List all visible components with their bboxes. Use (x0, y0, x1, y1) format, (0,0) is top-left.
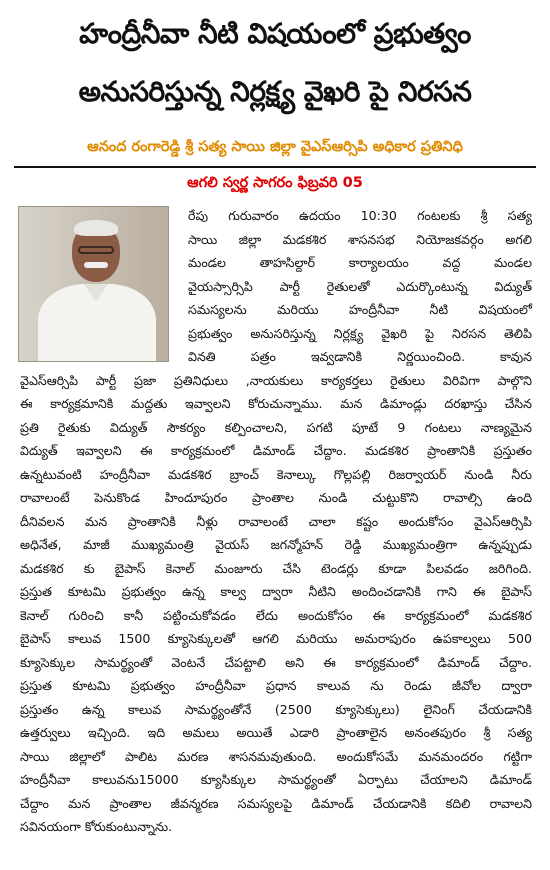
article-line: వైయస్సార్సిపి పార్టీ రైతులతో ఎదుర్కొంటున్న విద్యుత్ (188, 278, 532, 294)
article-line: సవినయంగా కోరుకుంటున్నాను. (20, 819, 173, 834)
article-line: ఉన్నటువంటి హంద్రీనీవా మడకశిర బ్రాంచ్ కెనాల్కు గొల్లపల్లి రిజర్వాయర్ నుండి నీరు (20, 466, 532, 482)
article-line: రావాలంటే పెనుకొండ హిందూపురం ప్రాంతాల నుండి చుట్టుకొని రావాల్సి ఉంది (20, 490, 532, 505)
article-line: వినతి పత్రం ఇవ్వడానికి నిర్ణయించింది. కావున (188, 349, 532, 364)
article-line: బైపాస్ కాలువ 1500 క్యూసెక్కులతో ఆగలి మరియు అమరాపురం ఉపకాల్వలు 500 (20, 631, 532, 646)
divider (14, 166, 536, 168)
article-line: విద్యుత్ ఇవ్వాలని ఈ కార్యక్రమంలో డిమాండ్ చేద్దాం. మడకశిర ప్రాంతానికి ప్రస్తుతం (20, 443, 532, 458)
article-line: సమస్యలను మరియు హంద్రీనీవా నీటి విషయంలో (188, 302, 532, 317)
article-line: వైఎస్ఆర్సిపి పార్టీ ప్రజా ప్రతినిధులు ,నాయకులు కార్యకర్తలు రైతులు విరివిగా పాల్గొని (20, 372, 532, 388)
article-line: ఈ కార్యక్రమానికి మద్దతు ఇవ్వాలని కోరుచున్నాము. మన డిమాండ్లు దరఖాస్తు చేసిన (20, 396, 532, 411)
subheadline: ఆనంద రంగారెడ్డి శ్రీ సత్య సాయి జిల్లా వైఎస్ఆర్సిపి అధికార ప్రతినిధి (87, 139, 463, 155)
article-line: కెనాల్ గురించి కానీ పట్టించుకోవడం లేదు అందుకోసం ఈ కార్యక్రమంలో మడకశిర (20, 607, 532, 623)
article-line: సాయి జిల్లా మడకశిర శాసనసభ నియోజకవర్గం అగలి (188, 231, 532, 247)
article-line: ప్రస్తుత కూటమి ప్రభుత్వం హంద్రీనీవా ప్రధాన కాలువ ను రెండు జీవోల ద్వారా (20, 678, 532, 693)
article-line: ప్రభుత్వం అనుసరిస్తున్న నిర్లక్ష్య వైఖరి పై నిరసన తెలిపి (188, 325, 532, 341)
article-line: ప్రతి రైతుకు విద్యుత్ సౌకర్యం కల్పించాలని, పగటి పూటే 9 గంటలు నాణ్యమైన (20, 419, 532, 435)
article-line: హంద్రీనీవా కాలువను15000 క్యూసిక్కుల సామర్థ్యంతో ఏర్పాటు చేయాలని డిమాండ్ (20, 772, 532, 787)
article-line: ఉత్తర్వులు ఇచ్చింది. ఇది అమలు అయితే ఎడారి ప్రాంతాలైన అనంతపురం శ్రీ సత్య (20, 725, 532, 740)
article-line: అధినేత, మాజీ ముఖ్యమంత్రి వైయస్ జగన్మోహన్ రెడ్డి ముఖ్యమంత్రిగా ఉన్నప్పుడు (20, 537, 532, 552)
article-line: క్యూసెక్కుల సామర్థ్యంతో వెంటనే చేపట్టాలి అని ఈ కార్యక్రమంలో డిమాండ్ చేద్దాం. (20, 654, 532, 670)
dateline: ఆగలి స్వర్ణ సాగరం ఫిబ్రవరి 05 (187, 175, 363, 191)
headline-line-2: అనుసరిస్తున్న నిర్లక్ష్య వైఖరి పై నిరసన (78, 75, 472, 108)
portrait-photo (18, 206, 169, 362)
article-line: సాయి జిల్లాలో పాలిట మరణ శాసనమవుతుంది. అందుకోసమే మనమందరం గట్టిగా (20, 748, 532, 764)
article-line: మండల తాహసిల్దార్ కార్యాలయం వద్ద మండల (188, 255, 532, 270)
article-line: రేపు గురువారం ఉదయం 10:30 గంటలకు శ్రీ సత్య (188, 208, 532, 223)
article-line: ప్రస్తుత కూటమి ప్రభుత్వం ఉన్న కాల్వ ద్వారా నీటిని అందించడానికి గాని ఈ బైపాస్ (20, 584, 532, 599)
article-line: ప్రస్తుతం ఉన్న కాలువ సామర్థ్యంతోనే (2500 క్యూసెక్కులు) లైనింగ్ చేయడానికి (20, 701, 532, 717)
headline-line-1: హంద్రీనీవా నీటి విషయంలో ప్రభుత్వం (79, 17, 471, 50)
article-line: మడకశిర కు బైపాస్ కెనాల్ మంజూరు చేసి టెండర్లు కూడా పిలవడం జరిగింది. (20, 560, 532, 576)
article-line: చేద్దాం మన ప్రాంతాల జీవన్మరణ సమస్యలపై డిమాండ్ చేయడానికి కదిలి రావాలని (20, 795, 532, 811)
article-line: దీనివలన మన ప్రాంతానికి నీళ్లు రావాలంటే చాలా కష్టం అందుకోసం వైఎస్ఆర్సిపి (20, 513, 532, 529)
